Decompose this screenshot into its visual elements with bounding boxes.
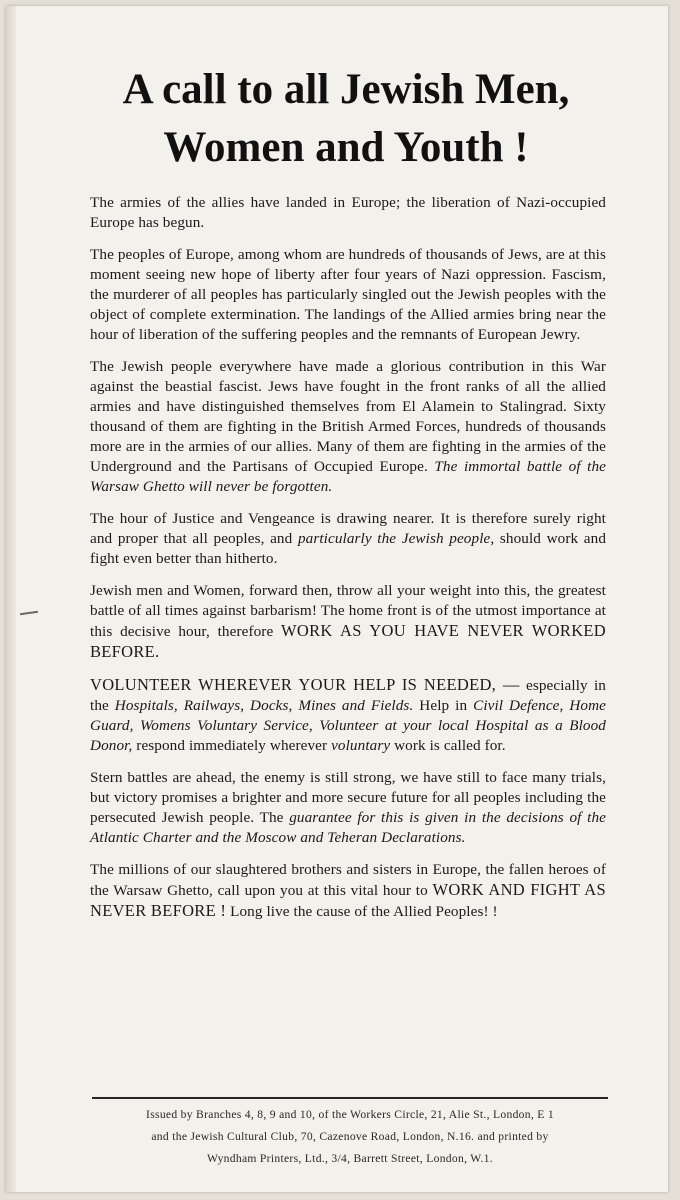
title-line-2: Women and Youth !	[163, 124, 529, 171]
paragraph-6-italic-1: Hospitals, Railways, Docks, Mines and Fields.	[114, 697, 414, 714]
paragraph-4	[90, 509, 606, 569]
paragraph-5	[90, 581, 606, 663]
paragraph-8-text-a: The millions of our slaughtered brothers and sisters in Europe, the fallen heroes of the Warsaw Ghetto, call upon you at this vital hour to	[90, 861, 606, 899]
paragraph-1: The armies of the allies have landed in Europe; the liberation of Nazi-occupied Europe has begun.	[90, 194, 606, 231]
leaflet-page	[6, 6, 668, 1192]
paragraph-6-text-b: Help in	[419, 697, 468, 714]
paragraph-7	[90, 768, 606, 848]
binding-edge	[6, 6, 16, 1192]
page-title	[46, 61, 646, 177]
leaflet-body	[90, 193, 606, 934]
imprint-footer	[90, 1104, 610, 1170]
paragraph-2: The peoples of Europe, among whom are hundreds of thousands of Jews, are at this moment seeing new hope of liberty after four years of Nazi oppression. Fascism, the murderer of all peoples has particularly singled out the Jewish peoples with the object of complete extermination. The landings of the Allied armies bring near the hour of liberation of the suffering peoples and the remnants of European Jewry.	[90, 246, 606, 343]
paper-mark	[20, 611, 38, 615]
footer-line-2: and the Jewish Cultural Club, 70, Cazenove Road, London, N.16. and printed by	[151, 1130, 549, 1143]
paragraph-4-italic: particularly the Jewish people,	[297, 530, 495, 547]
paragraph-3-text: The Jewish people everywhere have made a glorious contribution in this War against the beastial fascist. Jews have fought in the front ranks of all the allied armies and have distinguished themselves from El Alamein to Stalingrad. Sixty thousand of them are fighting in the British Armed Forces, hundreds of thousands more are in the armies of our allies. Many of them are fighting in the armies of the Underground and the Partisans of Occupied Europe.	[90, 358, 606, 475]
title-line-1: A call to all Jewish Men,	[122, 66, 570, 113]
paragraph-8-text-b: Long live the cause of the Allied Peoples! !	[230, 903, 498, 920]
paragraph-4-text-b: should work and fight even better than hitherto.	[90, 530, 607, 567]
footer-line-1: Issued by Branches 4, 8, 9 and 10, of the Workers Circle, 21, Alie St., London, E 1	[146, 1108, 554, 1121]
paragraph-8	[90, 860, 606, 922]
paragraph-6	[90, 675, 606, 756]
paragraph-5-text: Jewish men and Women, forward then, throw all your weight into this, the greatest battle of all times against barbarism! The home front is of the utmost importance at this decisive hour, therefore	[90, 582, 606, 640]
paragraph-6-text-a: especially in the	[90, 677, 606, 714]
paragraph-4-text-a: The hour of Justice and Vengeance is drawing nearer. It is therefore surely right and proper that all peoples, and	[90, 510, 606, 547]
paragraph-3-italic: The immortal battle of the Warsaw Ghetto will never be forgotten.	[90, 458, 606, 495]
paragraph-8-caps: WORK AND FIGHT AS NEVER BEFORE !	[90, 880, 607, 920]
paragraph-7-italic: guarantee for this is given in the decisions of the Atlantic Charter and the Moscow and Teheran Declarations.	[90, 809, 606, 846]
paragraph-5-caps: WORK AS YOU HAVE NEVER WORKED BEFORE.	[90, 621, 606, 661]
paragraph-3	[90, 357, 606, 497]
paragraph-6-italic-2: Civil Defence, Home Guard, Womens Voluntary Service, Volunteer at your local Hospital as a Blood Donor,	[90, 697, 606, 754]
paragraph-6-caps: VOLUNTEER WHEREVER YOUR HELP IS NEEDED, —	[90, 675, 520, 694]
paragraph-6-italic-3: voluntary	[331, 737, 391, 754]
paragraph-7-text: Stern battles are ahead, the enemy is still strong, we have still to face many trials, but victory promises a brighter and more secure future for all peoples including the persecuted Jewish people. The	[90, 769, 606, 826]
footer-line-3: Wyndham Printers, Ltd., 3/4, Barrett Street, London, W.1.	[207, 1152, 493, 1165]
footer-divider	[92, 1097, 608, 1099]
paragraph-6-text-c: respond immediately wherever	[136, 737, 328, 754]
paragraph-6-text-d: work is called for.	[394, 737, 506, 754]
